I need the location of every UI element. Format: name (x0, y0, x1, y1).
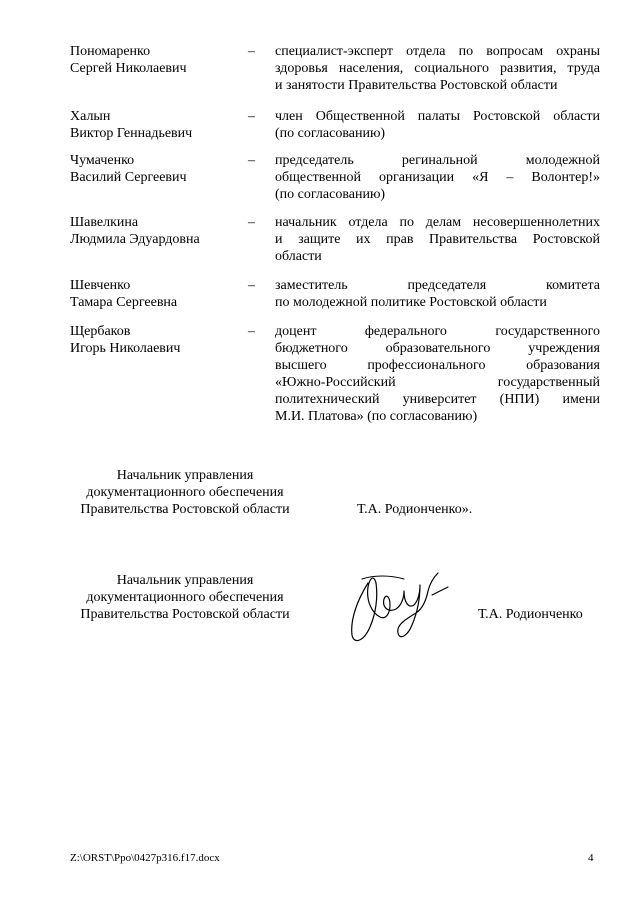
description-line: начальник отдела по делам несовершеннолетних (275, 215, 600, 230)
description-line: заместитель председателя комитета (275, 278, 600, 293)
member-description (275, 277, 600, 311)
member-dash: – (248, 215, 255, 230)
description-line: по молодежной политике Ростовской области (275, 295, 547, 310)
member-given-names: Игорь Николаевич (70, 341, 181, 356)
member-description (275, 323, 600, 425)
signatory-name: Т.А. Родионченко (478, 607, 583, 622)
member-name (70, 108, 245, 142)
footer-file-path: Z:\ORST\Ppo\0427p316.f17.docx (70, 852, 220, 864)
description-line: области (275, 249, 322, 264)
description-line: высшего профессионального образования (275, 358, 600, 373)
signatory-title-line: документационного обеспечения (86, 590, 284, 605)
member-surname: Халын (70, 109, 111, 124)
description-line: М.И. Платова» (по согласованию) (275, 409, 478, 424)
signatory-title-line: документационного обеспечения (86, 485, 284, 500)
member-dash: – (248, 109, 255, 124)
signatory-title-line: Правительства Ростовской области (80, 607, 290, 622)
member-name (70, 43, 245, 77)
description-line: политехнический университет (НПИ) имени (275, 392, 600, 407)
description-line: «Южно-Российский государственный (275, 375, 600, 390)
page-number: 4 (588, 852, 594, 864)
member-dash: – (248, 153, 255, 168)
description-line: (по согласованию) (275, 187, 386, 202)
description-line: здоровья населения, социального развития, труда (275, 61, 600, 76)
description-line: член Общественной палаты Ростовской области (275, 109, 600, 124)
member-description (275, 152, 600, 203)
member-surname: Шевченко (70, 278, 131, 293)
member-dash: – (248, 324, 255, 339)
member-surname: Пономаренко (70, 44, 151, 59)
member-given-names: Людмила Эдуардовна (70, 232, 200, 247)
member-description (275, 214, 600, 265)
description-line: специалист-эксперт отдела по вопросам охраны (275, 44, 600, 59)
member-given-names: Василий Сергеевич (70, 170, 187, 185)
description-line: бюджетного образовательного учреждения (275, 341, 600, 356)
member-surname: Щербаков (70, 324, 131, 339)
description-line: (по согласованию) (275, 126, 386, 141)
member-surname: Чумаченко (70, 153, 135, 168)
member-name (70, 277, 245, 311)
description-line: и занятости Правительства Ростовской области (275, 78, 558, 93)
member-dash: – (248, 44, 255, 59)
member-name (70, 214, 245, 248)
member-surname: Шавелкина (70, 215, 139, 230)
member-given-names: Сергей Николаевич (70, 61, 187, 76)
signatory-name: Т.А. Родионченко». (357, 502, 473, 517)
handwritten-signature (340, 563, 455, 648)
signatory-title-line: Начальник управления (116, 468, 254, 483)
member-description (275, 43, 600, 94)
signatory-title-line: Правительства Ростовской области (80, 502, 290, 517)
signatory-title-line: Начальник управления (116, 573, 254, 588)
signatory-title (70, 467, 300, 518)
description-line: общественной организации «Я – Волонтер!» (275, 170, 600, 185)
description-line: и защите их прав Правительства Ростовской (275, 232, 600, 247)
member-name (70, 152, 245, 186)
member-description (275, 108, 600, 142)
member-name (70, 323, 245, 357)
member-dash: – (248, 278, 255, 293)
description-line: председатель регинальной молодежной (275, 153, 600, 168)
signatory-title (70, 572, 300, 623)
member-given-names: Тамара Сергеевна (70, 295, 178, 310)
member-given-names: Виктор Геннадьевич (70, 126, 193, 141)
description-line: доцент федерального государственного (275, 324, 600, 339)
